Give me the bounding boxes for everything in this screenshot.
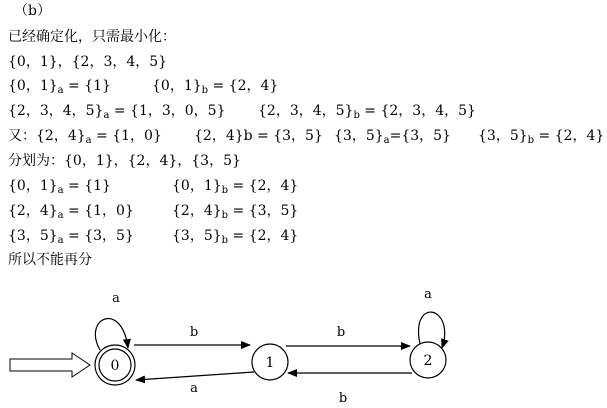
final-partition: 分划为：{0，1}，{2，4}，{3，5}	[8, 153, 241, 169]
initial-state-arrow	[10, 353, 90, 377]
transition-expr: {3，$5\}_b = \{2$，4}	[172, 228, 299, 246]
transition-label: a	[112, 291, 120, 306]
transition-label: a	[190, 381, 198, 396]
transition-expr: {2，4}b = {3，5}	[194, 128, 323, 144]
state-0-label: 0	[110, 358, 120, 374]
transition-expr: {2，$4\}_b = \{3$，5}	[172, 203, 299, 221]
transition-expr: {0，$1\}_b = \{2$，4}	[172, 178, 299, 196]
transition-expr: {2，3，4，$5\}_a = \{1$，3，0，5}	[8, 103, 226, 121]
transition-label: b	[189, 325, 199, 340]
transition-expr: {2，3，4，$5\}_b = \{2$，3，4，5}	[258, 103, 476, 121]
state-diagram	[0, 270, 607, 408]
transition-expr: {3，$5\}_b = \{2$，4}	[478, 128, 605, 146]
state-2-label: 2	[423, 353, 433, 369]
transition-expr: {3，$5\}_a=\{3$，5}	[334, 128, 451, 146]
transition-expr: 又：{2，$4\}_a = \{1$，0}	[8, 128, 162, 146]
initial-partition: {0，1}，{2，3，4，5}	[8, 54, 168, 70]
transition-expr: {0，$1\}_a = \{1\}$	[8, 178, 111, 196]
transition-expr: {2，$4\}_a = \{1$，0}	[8, 203, 134, 221]
transition-label: b	[336, 325, 346, 340]
transition-expr: {0，$1\}_a = \{1\}$	[8, 78, 111, 96]
intro-text: 已经确定化，只需最小化：	[8, 29, 176, 45]
transition-expr: {0，$1\}_b = \{2$，4}	[152, 78, 279, 96]
transition-1-0-a	[136, 372, 254, 380]
transition-label: a	[424, 287, 432, 302]
state-1-label: 1	[265, 355, 275, 371]
transition-expr: {3，$5\}_a = \{3$，5}	[8, 228, 134, 246]
section-heading: （b）	[14, 3, 51, 19]
transition-label: b	[338, 391, 348, 406]
conclusion-text: 所以不能再分	[8, 252, 92, 268]
